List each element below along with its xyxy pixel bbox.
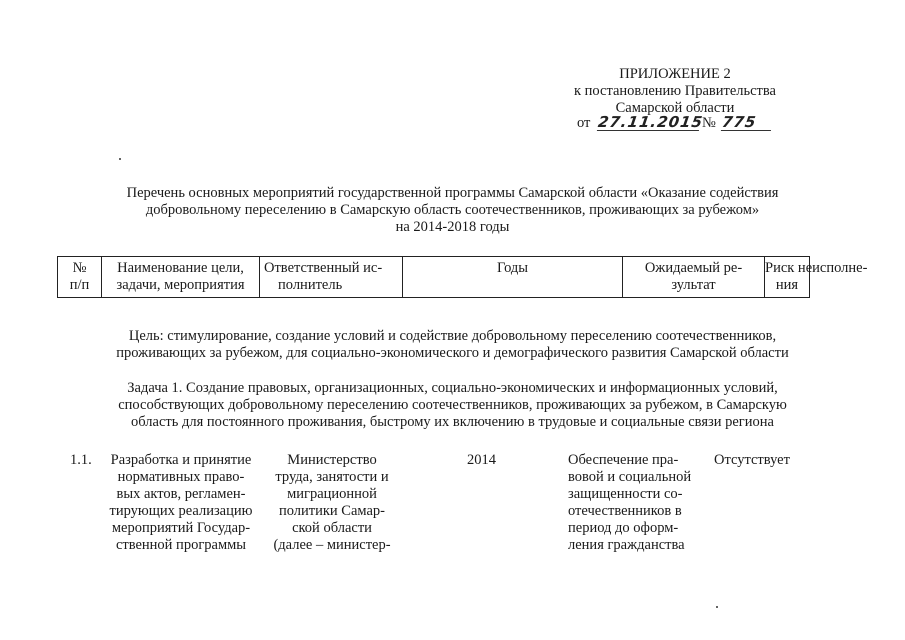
header-risk-line-2: ния — [775, 277, 799, 293]
row-result-line: отечественников в — [568, 503, 682, 519]
task-line-3: область для постоянного проживания, быстрому их включению в трудовые и социальные связи региона — [131, 414, 774, 430]
appendix-title: ПРИЛОЖЕНИЕ 2 — [619, 66, 731, 82]
header-cell-executor — [260, 257, 403, 297]
row-executor-cell — [262, 452, 402, 554]
row-executor-line: (далее – министер- — [273, 537, 391, 553]
row-name-cell — [102, 452, 260, 554]
header-number-line-2: п/п — [69, 277, 90, 293]
row-result-line: вовой и социальной — [568, 469, 692, 485]
row-result-cell — [568, 452, 708, 554]
appendix-region-line: Самарской области — [615, 100, 735, 116]
document-title-line-1: Перечень основных мероприятий государственной программы Самарской области «Оказание содействия — [126, 185, 779, 201]
header-result-line-2: зультат — [671, 277, 716, 293]
row-executor-line: миграционной — [287, 486, 377, 502]
header-name-line-2: задачи, мероприятия — [116, 277, 245, 293]
scan-speck — [716, 606, 718, 608]
row-executor-line: труда, занятости и — [275, 469, 389, 485]
row-executor-line: политики Самар- — [278, 503, 386, 519]
header-executor-line-2: полнитель — [278, 277, 343, 293]
header-cell-risk — [765, 257, 868, 297]
row-executor-line: Министерство — [287, 452, 377, 468]
header-name-line-1: Наименование цели, — [117, 260, 244, 276]
header-result-line-1: Ожидаемый ре- — [644, 260, 743, 276]
header-cell-name — [102, 257, 260, 297]
header-risk-line-1: Риск неисполне- — [765, 260, 868, 276]
row-executor-line: ской области — [292, 520, 372, 536]
row-name-line: тирующих реализацию — [109, 503, 253, 519]
row-name-line: Разработка и принятие — [110, 452, 252, 468]
row-risk: Отсутствует — [714, 452, 790, 468]
row-name-line: вых актов, регламен- — [116, 486, 246, 502]
appendix-date-line — [577, 115, 772, 132]
document-title-line-2: добровольному переселению в Самарскую область соотечественников, проживающих за рубежом» — [145, 202, 760, 218]
task-line-2: способствующих добровольному переселению соотечественников, проживающих за рубежом, в Самарскую — [118, 397, 787, 413]
header-cell-result — [623, 257, 765, 297]
number-prefix: № — [702, 115, 716, 131]
row-name-line: ственной программы — [115, 537, 247, 553]
handwritten-date: 27.11.2015 — [596, 113, 705, 131]
date-prefix: от — [577, 115, 591, 131]
goal-line-1: Цель: стимулирование, создание условий и содействие добровольному переселению соотечественников, — [128, 328, 777, 344]
row-result-line: период до оформ- — [568, 520, 679, 536]
scan-speck — [119, 158, 121, 160]
task-line-1: Задача 1. Создание правовых, организационных, социально-экономических и информационных условий, — [127, 380, 778, 396]
document-title-line-3: на 2014-2018 годы — [395, 219, 510, 235]
header-executor-line-1: Ответственный ис- — [264, 260, 383, 276]
header-number-line-1: № — [72, 260, 87, 276]
table-header — [57, 256, 868, 298]
row-name-line: мероприятий Государ- — [111, 520, 251, 536]
header-cell-number — [58, 257, 102, 297]
handwritten-number: 775 — [720, 115, 772, 131]
header-cell-years — [403, 257, 623, 297]
row-name-line: нормативных право- — [117, 469, 245, 485]
row-result-line: ления гражданства — [568, 537, 685, 553]
row-result-line: Обеспечение пра- — [568, 452, 679, 468]
header-years-line-1: Годы — [496, 260, 529, 276]
appendix-decree-line: к постановлению Правительства — [574, 83, 776, 99]
row-number: 1.1. — [70, 452, 92, 468]
row-result-line: защищенности со- — [568, 486, 683, 502]
goal-line-2: проживающих за рубежом, для социально-экономического и демографического развития Самарской области — [116, 345, 789, 361]
row-years: 2014 — [467, 452, 496, 468]
